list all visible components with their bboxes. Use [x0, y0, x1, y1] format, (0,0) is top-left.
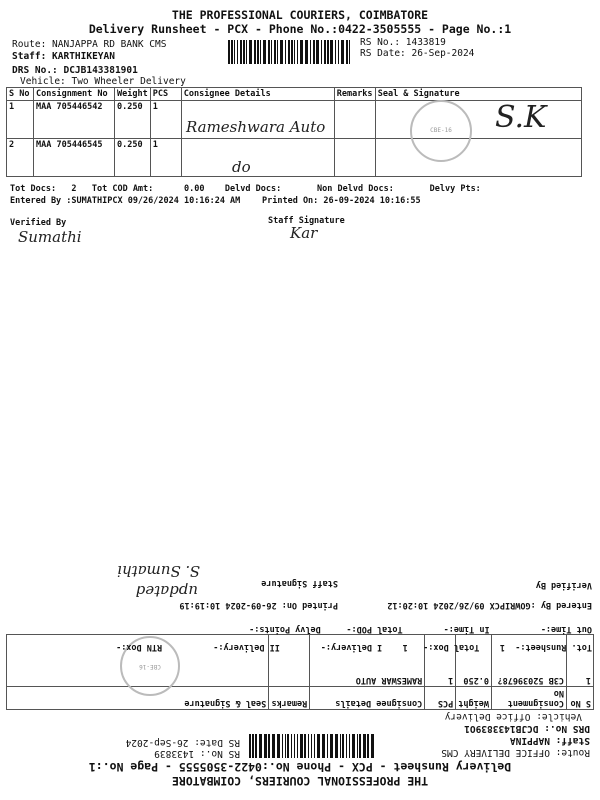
- col-consignee: Consignee Details: [181, 88, 334, 101]
- barcode-bar: [341, 40, 344, 64]
- barcode-bar: [310, 40, 311, 64]
- barcode-bar: [342, 734, 344, 758]
- barcode: [228, 40, 354, 64]
- barcode-bar: [268, 40, 270, 64]
- barcode-bar: [313, 40, 315, 64]
- barcode-bar: [282, 734, 283, 758]
- barcode-bar: [300, 734, 303, 758]
- barcode-bar: [277, 734, 280, 758]
- route-label: Route: NANJAPPA RD BANK CMS: [12, 39, 167, 50]
- staff-label: Staff: KARTHIKEYAN: [12, 51, 115, 62]
- barcode-bar: [346, 40, 348, 64]
- verified-by-label: Verified By: [10, 218, 67, 228]
- col-weight: Weight: [456, 687, 492, 710]
- barcode-bar: [240, 40, 242, 64]
- barcode-bar: [330, 734, 333, 758]
- barcode-bar: [259, 734, 262, 758]
- barcode-bar: [346, 734, 347, 758]
- barcode-bar: [294, 40, 295, 64]
- barcode-bar: [322, 734, 325, 758]
- seal-stamp: [410, 100, 472, 162]
- barcode-bar: [274, 40, 276, 64]
- col-remarks: Remarks: [269, 687, 310, 710]
- barcode-bar: [257, 40, 259, 64]
- barcode-bar: [335, 40, 336, 64]
- barcode-bar: [349, 40, 350, 64]
- company-name: THE PROFESSIONAL COURIERS, COIMBATORE: [171, 8, 429, 22]
- barcode-bar: [304, 734, 306, 758]
- row-weight: 0.250: [115, 101, 151, 139]
- row-consignment: MAA 705446545: [34, 139, 115, 177]
- col-pcs: PCS: [150, 88, 181, 101]
- handwritten-ditto: do: [232, 158, 251, 176]
- barcode-bar: [357, 734, 358, 758]
- col-consignment: Consignment No: [492, 687, 567, 710]
- barcode-bar: [321, 40, 322, 64]
- handwritten-consignee: Rameshwara Auto: [186, 118, 326, 136]
- barcode-bar: [327, 40, 329, 64]
- barcode-bar: [285, 734, 286, 758]
- table-header: [7, 687, 594, 710]
- barcode-bar: [294, 734, 295, 758]
- row-consignment: MAA 705446542: [34, 101, 115, 139]
- col-seal: Seal & Signature: [7, 687, 269, 710]
- handwritten-name: S. Sumathi: [117, 562, 200, 580]
- barcode-bar: [297, 40, 298, 64]
- printed-on: Printed On: 26-09-2024 10:16:55: [262, 196, 421, 206]
- barcode-bar: [371, 734, 374, 758]
- row-sno: 1: [567, 635, 594, 687]
- barcode-bar: [324, 40, 326, 64]
- barcode-bar: [249, 40, 252, 64]
- barcode-bar: [246, 40, 247, 64]
- row-remarks: [334, 101, 375, 139]
- barcode-bar: [317, 734, 320, 758]
- barcode-bar: [291, 734, 292, 758]
- barcode-bar: [260, 40, 261, 64]
- barcode-bar: [308, 734, 309, 758]
- rs-date: RS Date: 26-Sep-2024: [360, 48, 475, 59]
- totals-line: Tot. Runsheet:- 1 Total Dox:- 1 I Delivery:- II Delivery:- RTN Dox:-: [116, 642, 592, 652]
- barcode: [248, 734, 374, 758]
- handwritten-signature: S.K: [495, 100, 547, 135]
- barcode-bar: [363, 734, 366, 758]
- row-sno: 2: [7, 139, 34, 177]
- row-pcs: 1: [150, 101, 181, 139]
- barcode-bar: [243, 40, 245, 64]
- staff-signature-label: Staff Signature: [268, 216, 345, 226]
- barcode-bar: [330, 40, 333, 64]
- col-sno: S No: [7, 88, 34, 101]
- barcode-bar: [264, 734, 267, 758]
- barcode-bar: [272, 734, 275, 758]
- col-weight: Weight: [115, 88, 151, 101]
- row-consignee: RAMESWAR AUTO: [310, 635, 425, 687]
- row-seal: [375, 139, 581, 177]
- col-remarks: Remarks: [334, 88, 375, 101]
- barcode-bar: [316, 40, 319, 64]
- barcode-bar: [314, 734, 315, 758]
- rs-number: RS No.: 1433839: [154, 748, 240, 759]
- barcode-bar: [277, 40, 278, 64]
- row-consignment: C3B 52039678?: [492, 635, 567, 687]
- barcode-bar: [263, 40, 266, 64]
- barcode-bar: [367, 734, 369, 758]
- row-pcs: 1: [150, 139, 181, 177]
- row-pcs: 1: [425, 635, 456, 687]
- barcode-bar: [291, 40, 293, 64]
- row-seal: [375, 101, 581, 139]
- row-sno: 1: [7, 101, 34, 139]
- handwritten-updated: updated: [135, 582, 198, 600]
- barcode-bar: [268, 734, 270, 758]
- barcode-bar: [252, 734, 254, 758]
- table-row: [7, 139, 582, 177]
- entered-by: Entered By :SUMATHIPCX 09/26/2024 10:16:24 AM: [10, 196, 241, 206]
- barcode-bar: [327, 734, 328, 758]
- vehicle-label: Vehicle: Two Wheeler Delivery: [20, 76, 186, 87]
- drs-number: DRS No.: DCJB1433839O1: [464, 723, 590, 734]
- staff-label: Staff: NAPPINA: [509, 735, 590, 746]
- barcode-bar: [280, 40, 283, 64]
- vehicle-label: Vehicle: Office Delivery: [444, 711, 582, 722]
- barcode-bar: [287, 734, 289, 758]
- entered-by: Entered By :GOWRIPCX 09/26/2024 10:20:12: [387, 600, 592, 610]
- handwritten-verified: Sumathi: [18, 228, 82, 246]
- barcode-bar: [271, 40, 272, 64]
- rs-number: RS No.: 1433819: [360, 37, 446, 48]
- barcode-bar: [254, 40, 256, 64]
- runsheet-title: Delivery Runsheet - PCX - Phone No.:0422-3505555 - Page No.:1: [88, 760, 512, 774]
- barcode-bar: [311, 734, 312, 758]
- barcode-bar: [285, 40, 286, 64]
- company-name: THE PROFESSIONAL COURIERS, COIMBATORE: [171, 774, 429, 788]
- barcode-bar: [297, 734, 298, 758]
- time-line: Out Time:- In Time:- Total POD:- Delvy Points:-: [249, 624, 592, 634]
- row-remarks: [334, 139, 375, 177]
- barcode-bar: [338, 40, 339, 64]
- barcode-bar: [305, 40, 308, 64]
- barcode-bar: [231, 40, 233, 64]
- handwritten-staff: Kar: [290, 224, 318, 242]
- stamp-text: CBE-16: [430, 127, 452, 134]
- barcode-bar: [349, 734, 350, 758]
- barcode-bar: [352, 734, 355, 758]
- barcode-bar: [234, 40, 235, 64]
- barcode-bar: [288, 40, 290, 64]
- col-consignee: Consignee Details: [310, 687, 425, 710]
- bottom-runsheet-rotated: [0, 400, 600, 800]
- row-consignee: [181, 139, 334, 177]
- barcode-bar: [359, 734, 361, 758]
- rs-date: RS Date: 26-Sep-2024: [125, 737, 240, 748]
- barcode-bar: [228, 40, 230, 64]
- col-seal: Seal & Signature: [375, 88, 581, 101]
- col-pcs: PCS: [425, 687, 456, 710]
- barcode-bar: [335, 734, 338, 758]
- staff-signature-label: Staff Signature: [261, 578, 338, 588]
- row-weight: 0.250: [456, 635, 492, 687]
- drs-number: DRS No.: DCJB143381901: [12, 65, 138, 76]
- row-weight: 0.250: [115, 139, 151, 177]
- col-sno: S No: [567, 687, 594, 710]
- totals-line: Tot Docs: 2 Tot COD Amt: 0.00 Delvd Docs: Non Delvd Docs: Delvy Pts:: [10, 184, 481, 194]
- col-consignment: Consignment No: [34, 88, 115, 101]
- verified-by-label: Verified By: [535, 580, 592, 590]
- stamp-text: CBE-16: [139, 663, 161, 670]
- printed-on: Printed On: 26-09-2024 10:19:19: [179, 600, 338, 610]
- barcode-bar: [249, 734, 251, 758]
- barcode-bar: [255, 734, 257, 758]
- barcode-bar: [340, 734, 341, 758]
- runsheet-title: Delivery Runsheet - PCX - Phone No.:0422-3505555 - Page No.:1: [88, 22, 512, 36]
- barcode-bar: [300, 40, 303, 64]
- table-header: [7, 88, 582, 101]
- barcode-bar: [237, 40, 238, 64]
- route-label: Route: OFFICE DELIVERY CMS: [441, 747, 590, 758]
